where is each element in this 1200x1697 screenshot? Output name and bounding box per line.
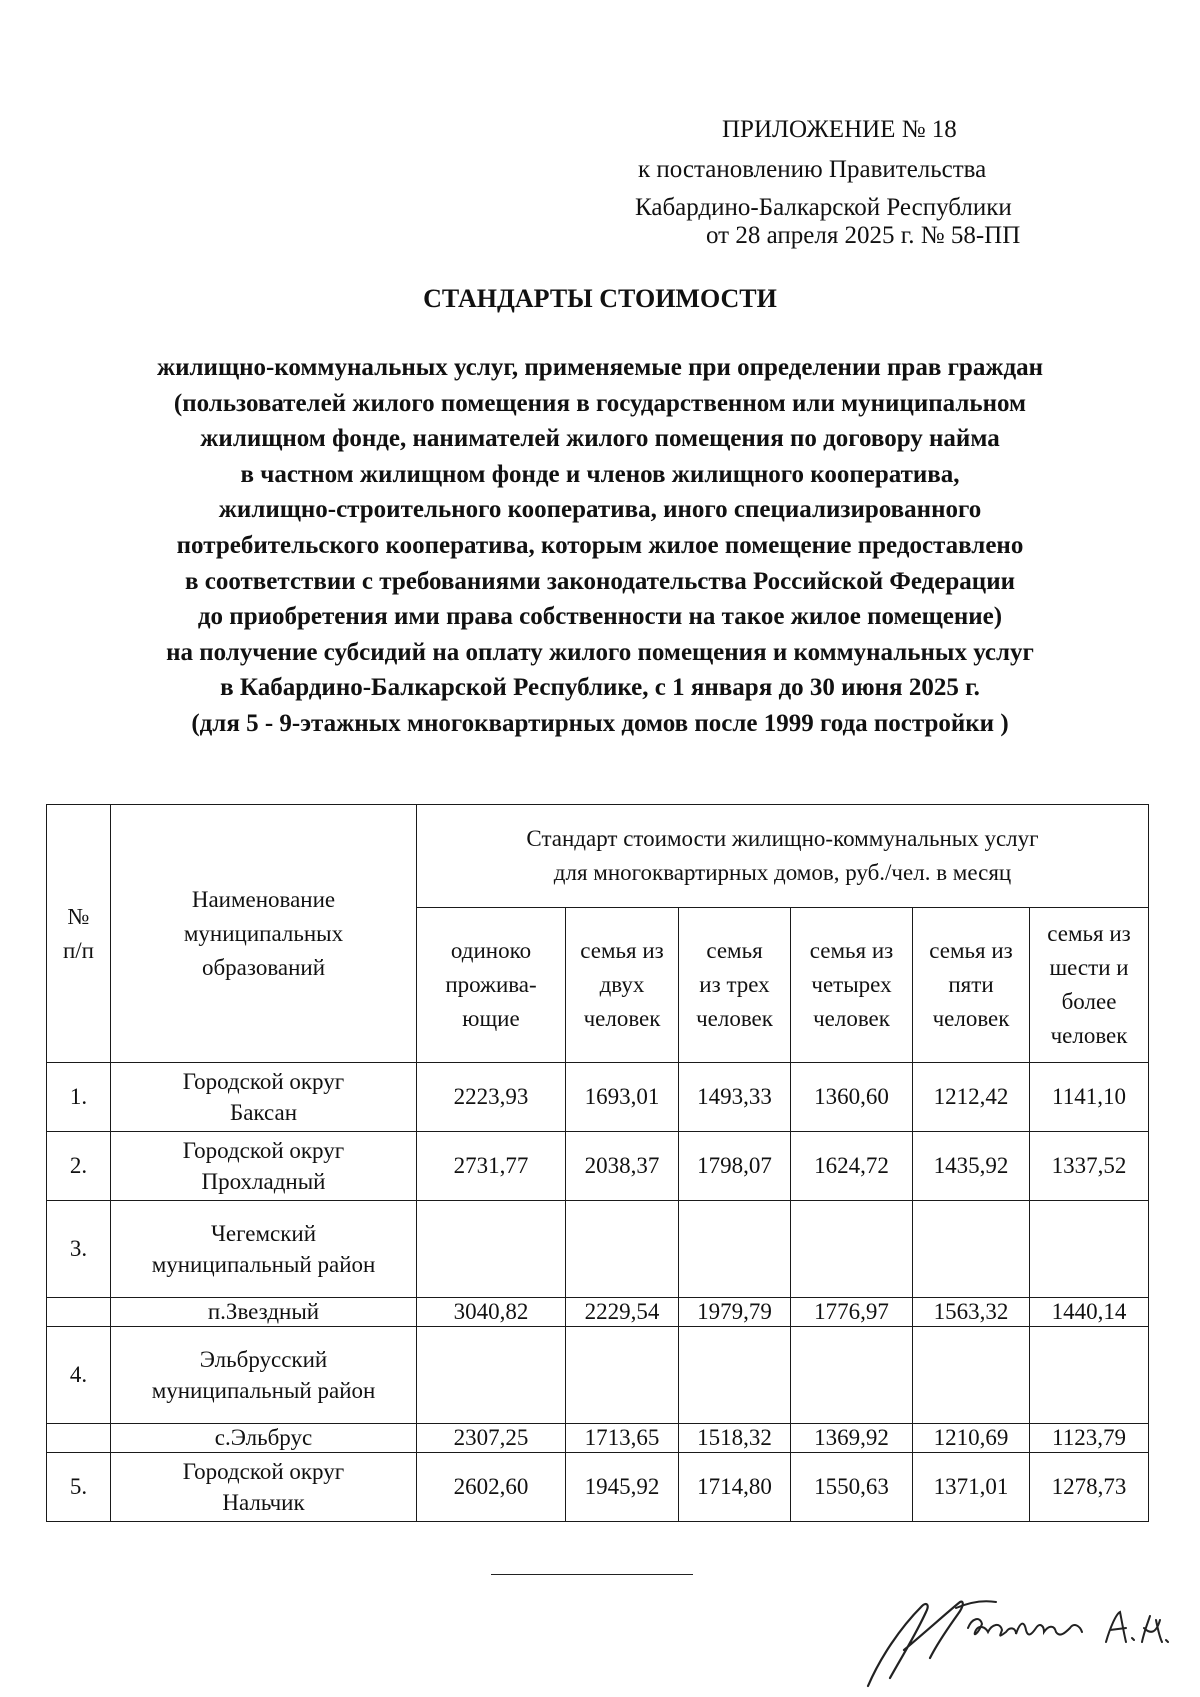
header-family-4: семья из четырех человек <box>791 908 913 1063</box>
table-row <box>47 1132 1149 1201</box>
row-number <box>47 1424 111 1453</box>
cost-standards-table <box>46 804 1149 1522</box>
value-cell: 2731,77 <box>417 1132 566 1201</box>
value-cell <box>913 1201 1030 1298</box>
table-row <box>47 1063 1149 1132</box>
header-cost-standard: Стандарт стоимости жилищно-коммунальных услуг для многоквартирных домов, руб./чел. в месяц <box>417 805 1149 908</box>
subtitle-line: потребительского кооператива, которым жилое помещение предоставлено <box>176 531 1024 559</box>
row-municipality: Городской округ Нальчик <box>111 1453 417 1522</box>
value-cell: 2307,25 <box>417 1424 566 1453</box>
value-cell: 1776,97 <box>791 1298 913 1327</box>
value-cell <box>1030 1327 1149 1424</box>
value-cell: 1945,92 <box>566 1453 679 1522</box>
value-cell: 2602,60 <box>417 1453 566 1522</box>
table-row <box>47 1327 1149 1424</box>
value-cell: 1210,69 <box>913 1424 1030 1453</box>
value-cell: 1518,32 <box>679 1424 791 1453</box>
row-number <box>47 1298 111 1327</box>
value-cell <box>679 1327 791 1424</box>
value-cell: 1371,01 <box>913 1453 1030 1522</box>
subtitle-line: жилищно-строительного кооператива, иного специализированного <box>218 496 982 524</box>
row-number: 5. <box>47 1453 111 1522</box>
value-cell <box>417 1327 566 1424</box>
subtitle-line: в соответствии с требованиями законодательства Российской Федерации <box>184 567 1016 595</box>
value-cell: 1278,73 <box>1030 1453 1149 1522</box>
appendix-number: ПРИЛОЖЕНИЕ № 18 <box>722 116 957 143</box>
subtitle-line: в Кабардино-Балкарской Республике, с 1 января до 30 июня 2025 г. <box>220 674 980 702</box>
value-cell: 1369,92 <box>791 1424 913 1453</box>
handwritten-signature <box>860 1588 1180 1688</box>
subtitle-line: (для 5 - 9-этажных многоквартирных домов после 1999 года постройки ) <box>191 709 1009 737</box>
value-cell <box>791 1327 913 1424</box>
subtitle-line: жилищном фонде, нанимателей жилого помещения по договору найма <box>200 425 1000 453</box>
document-title: СТАНДАРТЫ СТОИМОСТИ <box>423 284 777 313</box>
row-number: 2. <box>47 1132 111 1201</box>
subtitle-line: в частном жилищном фонде и членов жилищного кооператива, <box>240 460 960 488</box>
value-cell: 1493,33 <box>679 1063 791 1132</box>
value-cell: 1563,32 <box>913 1298 1030 1327</box>
header-family-6plus: семья из шести и более человек <box>1030 908 1149 1063</box>
subtitle-line: до приобретения ими права собственности на такое жилое помещение) <box>197 603 1003 631</box>
value-cell: 1360,60 <box>791 1063 913 1132</box>
value-cell: 1624,72 <box>791 1132 913 1201</box>
table-row <box>47 1424 1149 1453</box>
value-cell: 2229,54 <box>566 1298 679 1327</box>
value-cell: 1212,42 <box>913 1063 1030 1132</box>
value-cell <box>679 1201 791 1298</box>
value-cell <box>913 1327 1030 1424</box>
row-number: 3. <box>47 1201 111 1298</box>
subtitle-line: на получение субсидий на оплату жилого помещения и коммунальных услуг <box>166 638 1034 666</box>
value-cell <box>1030 1201 1149 1298</box>
value-cell <box>566 1327 679 1424</box>
appendix-line-4: от 28 апреля 2025 г. № 58-ПП <box>706 222 1021 249</box>
appendix-line-2: к постановлению Правительства <box>638 156 987 183</box>
table-row <box>47 1201 1149 1298</box>
subtitle-line: жилищно-коммунальных услуг, применяемые при определении прав граждан <box>157 354 1043 381</box>
value-cell: 1550,63 <box>791 1453 913 1522</box>
table-row <box>47 1453 1149 1522</box>
header-family-5: семья из пяти человек <box>913 908 1030 1063</box>
row-settlement: с.Эльбрус <box>111 1424 417 1453</box>
appendix-line-3: Кабардино-Балкарской Республики <box>635 194 1012 221</box>
value-cell <box>791 1201 913 1298</box>
row-settlement: п.Звездный <box>111 1298 417 1327</box>
row-municipality: Городской округ Баксан <box>111 1063 417 1132</box>
separator-line <box>491 1574 693 1575</box>
header-number: № п/п <box>47 805 111 1063</box>
value-cell: 1337,52 <box>1030 1132 1149 1201</box>
row-number: 4. <box>47 1327 111 1424</box>
value-cell: 1798,07 <box>679 1132 791 1201</box>
value-cell <box>566 1201 679 1298</box>
value-cell: 1435,92 <box>913 1132 1030 1201</box>
value-cell: 1979,79 <box>679 1298 791 1327</box>
value-cell: 1123,79 <box>1030 1424 1149 1453</box>
row-number: 1. <box>47 1063 111 1132</box>
value-cell: 1141,10 <box>1030 1063 1149 1132</box>
header-municipality: Наименование муниципальных образований <box>111 805 417 1063</box>
header-single: одиноко прожива- ющие <box>417 908 566 1063</box>
value-cell: 1713,65 <box>566 1424 679 1453</box>
value-cell: 1440,14 <box>1030 1298 1149 1327</box>
value-cell: 1714,80 <box>679 1453 791 1522</box>
subtitle-line: (пользователей жилого помещения в государственном или муниципальном <box>173 389 1027 417</box>
value-cell: 2223,93 <box>417 1063 566 1132</box>
row-municipality: Городской округ Прохладный <box>111 1132 417 1201</box>
value-cell: 1693,01 <box>566 1063 679 1132</box>
document-subtitle <box>40 350 1160 742</box>
header-family-2: семья из двух человек <box>566 908 679 1063</box>
value-cell: 2038,37 <box>566 1132 679 1201</box>
value-cell: 3040,82 <box>417 1298 566 1327</box>
header-family-3: семья из трех человек <box>679 908 791 1063</box>
row-municipality: Чегемский муниципальный район <box>111 1201 417 1298</box>
value-cell <box>417 1201 566 1298</box>
row-municipality: Эльбрусский муниципальный район <box>111 1327 417 1424</box>
table-row <box>47 1298 1149 1327</box>
